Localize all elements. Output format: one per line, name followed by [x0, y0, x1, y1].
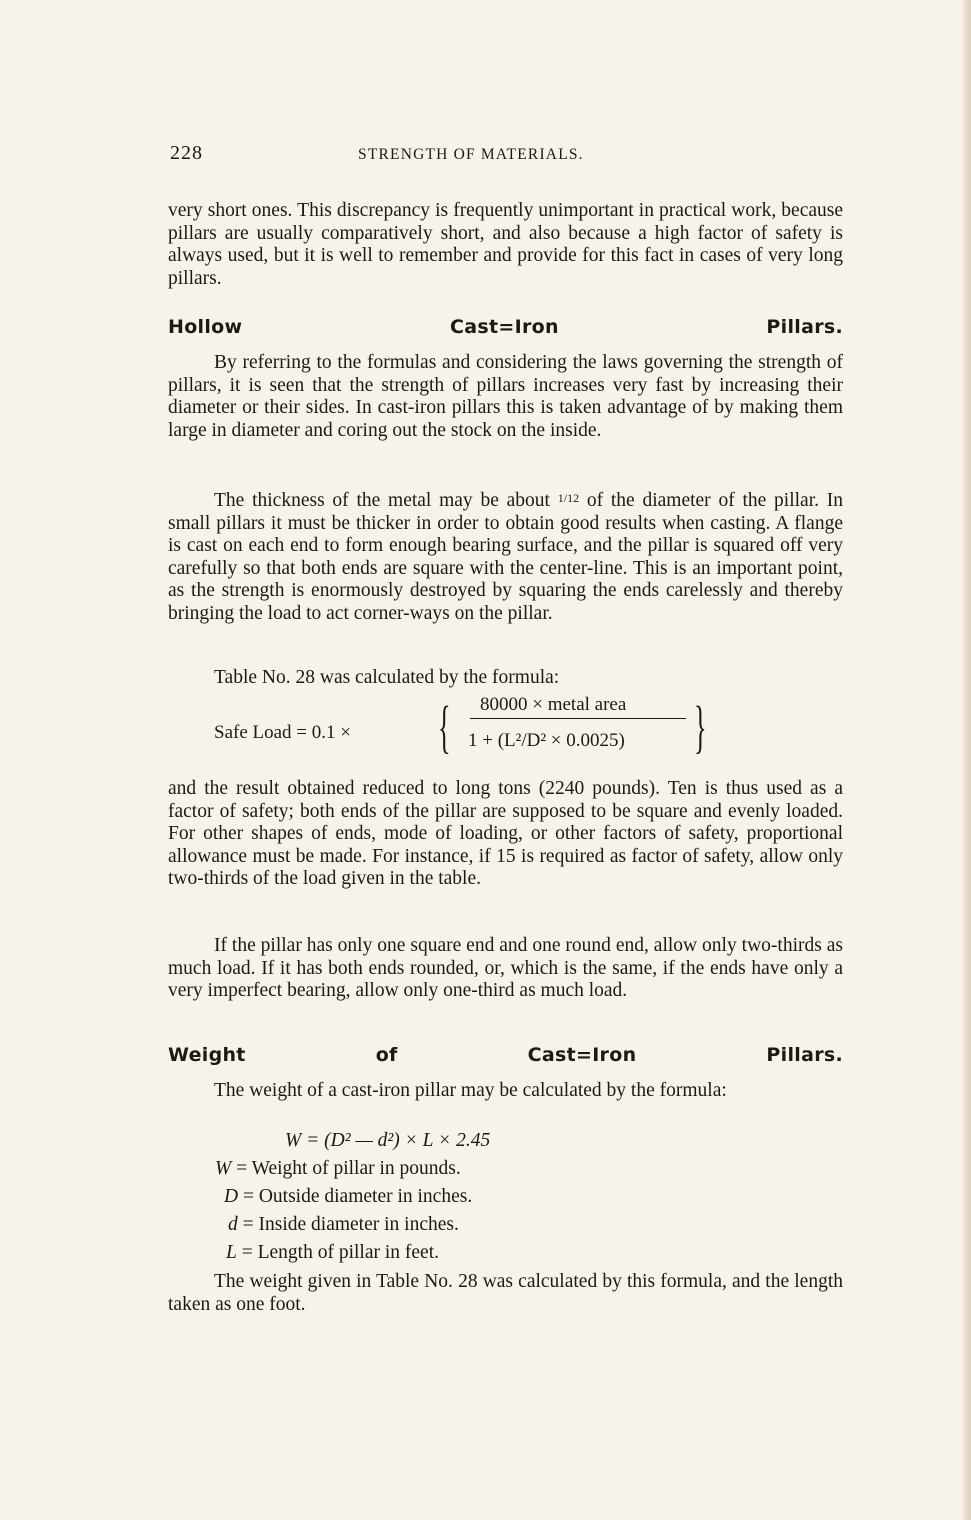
fraction-bar: [470, 718, 686, 719]
section1-para3: [168, 667, 843, 690]
definition-row: [224, 1186, 472, 1208]
paragraph: By referring to the formulas and considering the laws governing the strength of pillars, it is seen that the strength of pillars increases very fast by increasing their diameter or their sides. In cast-iron pillars this is taken advantage of by making them large in diameter and coring out the stock on the inside.: [168, 352, 843, 441]
definition-text: = Length of pillar in feet.: [241, 1242, 440, 1263]
text-run: The thickness of the metal may be about: [214, 490, 550, 511]
definition-symbol: D: [224, 1186, 239, 1207]
fraction: 1/12: [557, 491, 580, 505]
formula-numerator: 80000 × metal area: [480, 694, 627, 715]
paragraph: and the result obtained reduced to long tons (2240 pounds). Ten is thus used as a factor of safety; both ends of the pillar are supposed to be square and evenly loaded. For other shapes of ends, mode of loading, or other factors of safety, proportional allowance must be made. For instance, if 15 is required as factor of safety, allow only two-thirds of the load given in the table.: [168, 778, 843, 890]
safe-load-formula: [214, 692, 734, 770]
formula-lhs: Safe Load = 0.1 ×: [214, 722, 351, 743]
section1-para1: [168, 352, 843, 442]
text-run: of the diameter of the pillar. In small pillars it must be thicker in order to obtain good results when casting. A flange is cast on each end to form enough bearing surface, and the pillar is squared off very carefully so that both ends are square with the center-line. This is an important point, as the strength is enormously destroyed by squaring the ends carelessly and thereby bringing the load to act corner-ways on the pillar.: [168, 490, 844, 624]
section-weight-pillars: [168, 1044, 843, 1074]
definition-symbol: L: [226, 1242, 237, 1263]
definition-text: = Outside diameter in inches.: [242, 1186, 473, 1207]
definition-row: [226, 1242, 439, 1264]
section-heading: Weight of Cast=Iron Pillars.: [168, 1044, 843, 1066]
definition-symbol: d: [228, 1214, 238, 1235]
section1-para2: [168, 487, 843, 626]
paragraph: [168, 487, 843, 626]
section-heading: Hollow Cast=Iron Pillars.: [168, 316, 843, 338]
definition-text: = Weight of pillar in pounds.: [236, 1158, 461, 1179]
weight-formula: W = (D² — d²) × L × 2.45: [285, 1130, 491, 1151]
definition-row: [228, 1214, 459, 1236]
paragraph: very short ones. This discrepancy is frequently unimportant in practical work, because pillars are usually comparatively short, and also because a high factor of safety is always used, but it is well to remember and provide for this fact in cases of very long pillars.: [168, 200, 843, 289]
continued-paragraph: [168, 200, 843, 290]
paragraph: Table No. 28 was calculated by the formula:: [214, 667, 560, 688]
definition-text: = Inside diameter in inches.: [242, 1214, 459, 1235]
section1-para4: [168, 778, 843, 891]
section-hollow-pillars: [168, 316, 843, 346]
definition-row: [215, 1158, 461, 1180]
running-title: STRENGTH OF MATERIALS.: [358, 146, 584, 163]
running-head: [170, 142, 842, 168]
section2-para2: [168, 1271, 843, 1316]
paragraph: If the pillar has only one square end and one round end, allow only two-thirds as much load. If it has both ends rounded, or, which is the same, if the ends have only a very imperfect bearing, allow only one-third as much load.: [168, 935, 843, 1002]
paragraph: The weight of a cast-iron pillar may be calculated by the formula:: [214, 1080, 727, 1101]
formula-denominator: 1 + (L²/D² × 0.0025): [468, 730, 625, 751]
section1-para5: [168, 935, 843, 1003]
left-brace: {: [438, 694, 451, 759]
definition-symbol: W: [215, 1158, 232, 1179]
page-number: 228: [170, 142, 203, 164]
section2-para1: [168, 1080, 843, 1103]
right-brace: }: [694, 694, 707, 759]
paragraph: The weight given in Table No. 28 was calculated by this formula, and the length taken as one foot.: [168, 1271, 843, 1315]
page-edge: [961, 0, 971, 1520]
